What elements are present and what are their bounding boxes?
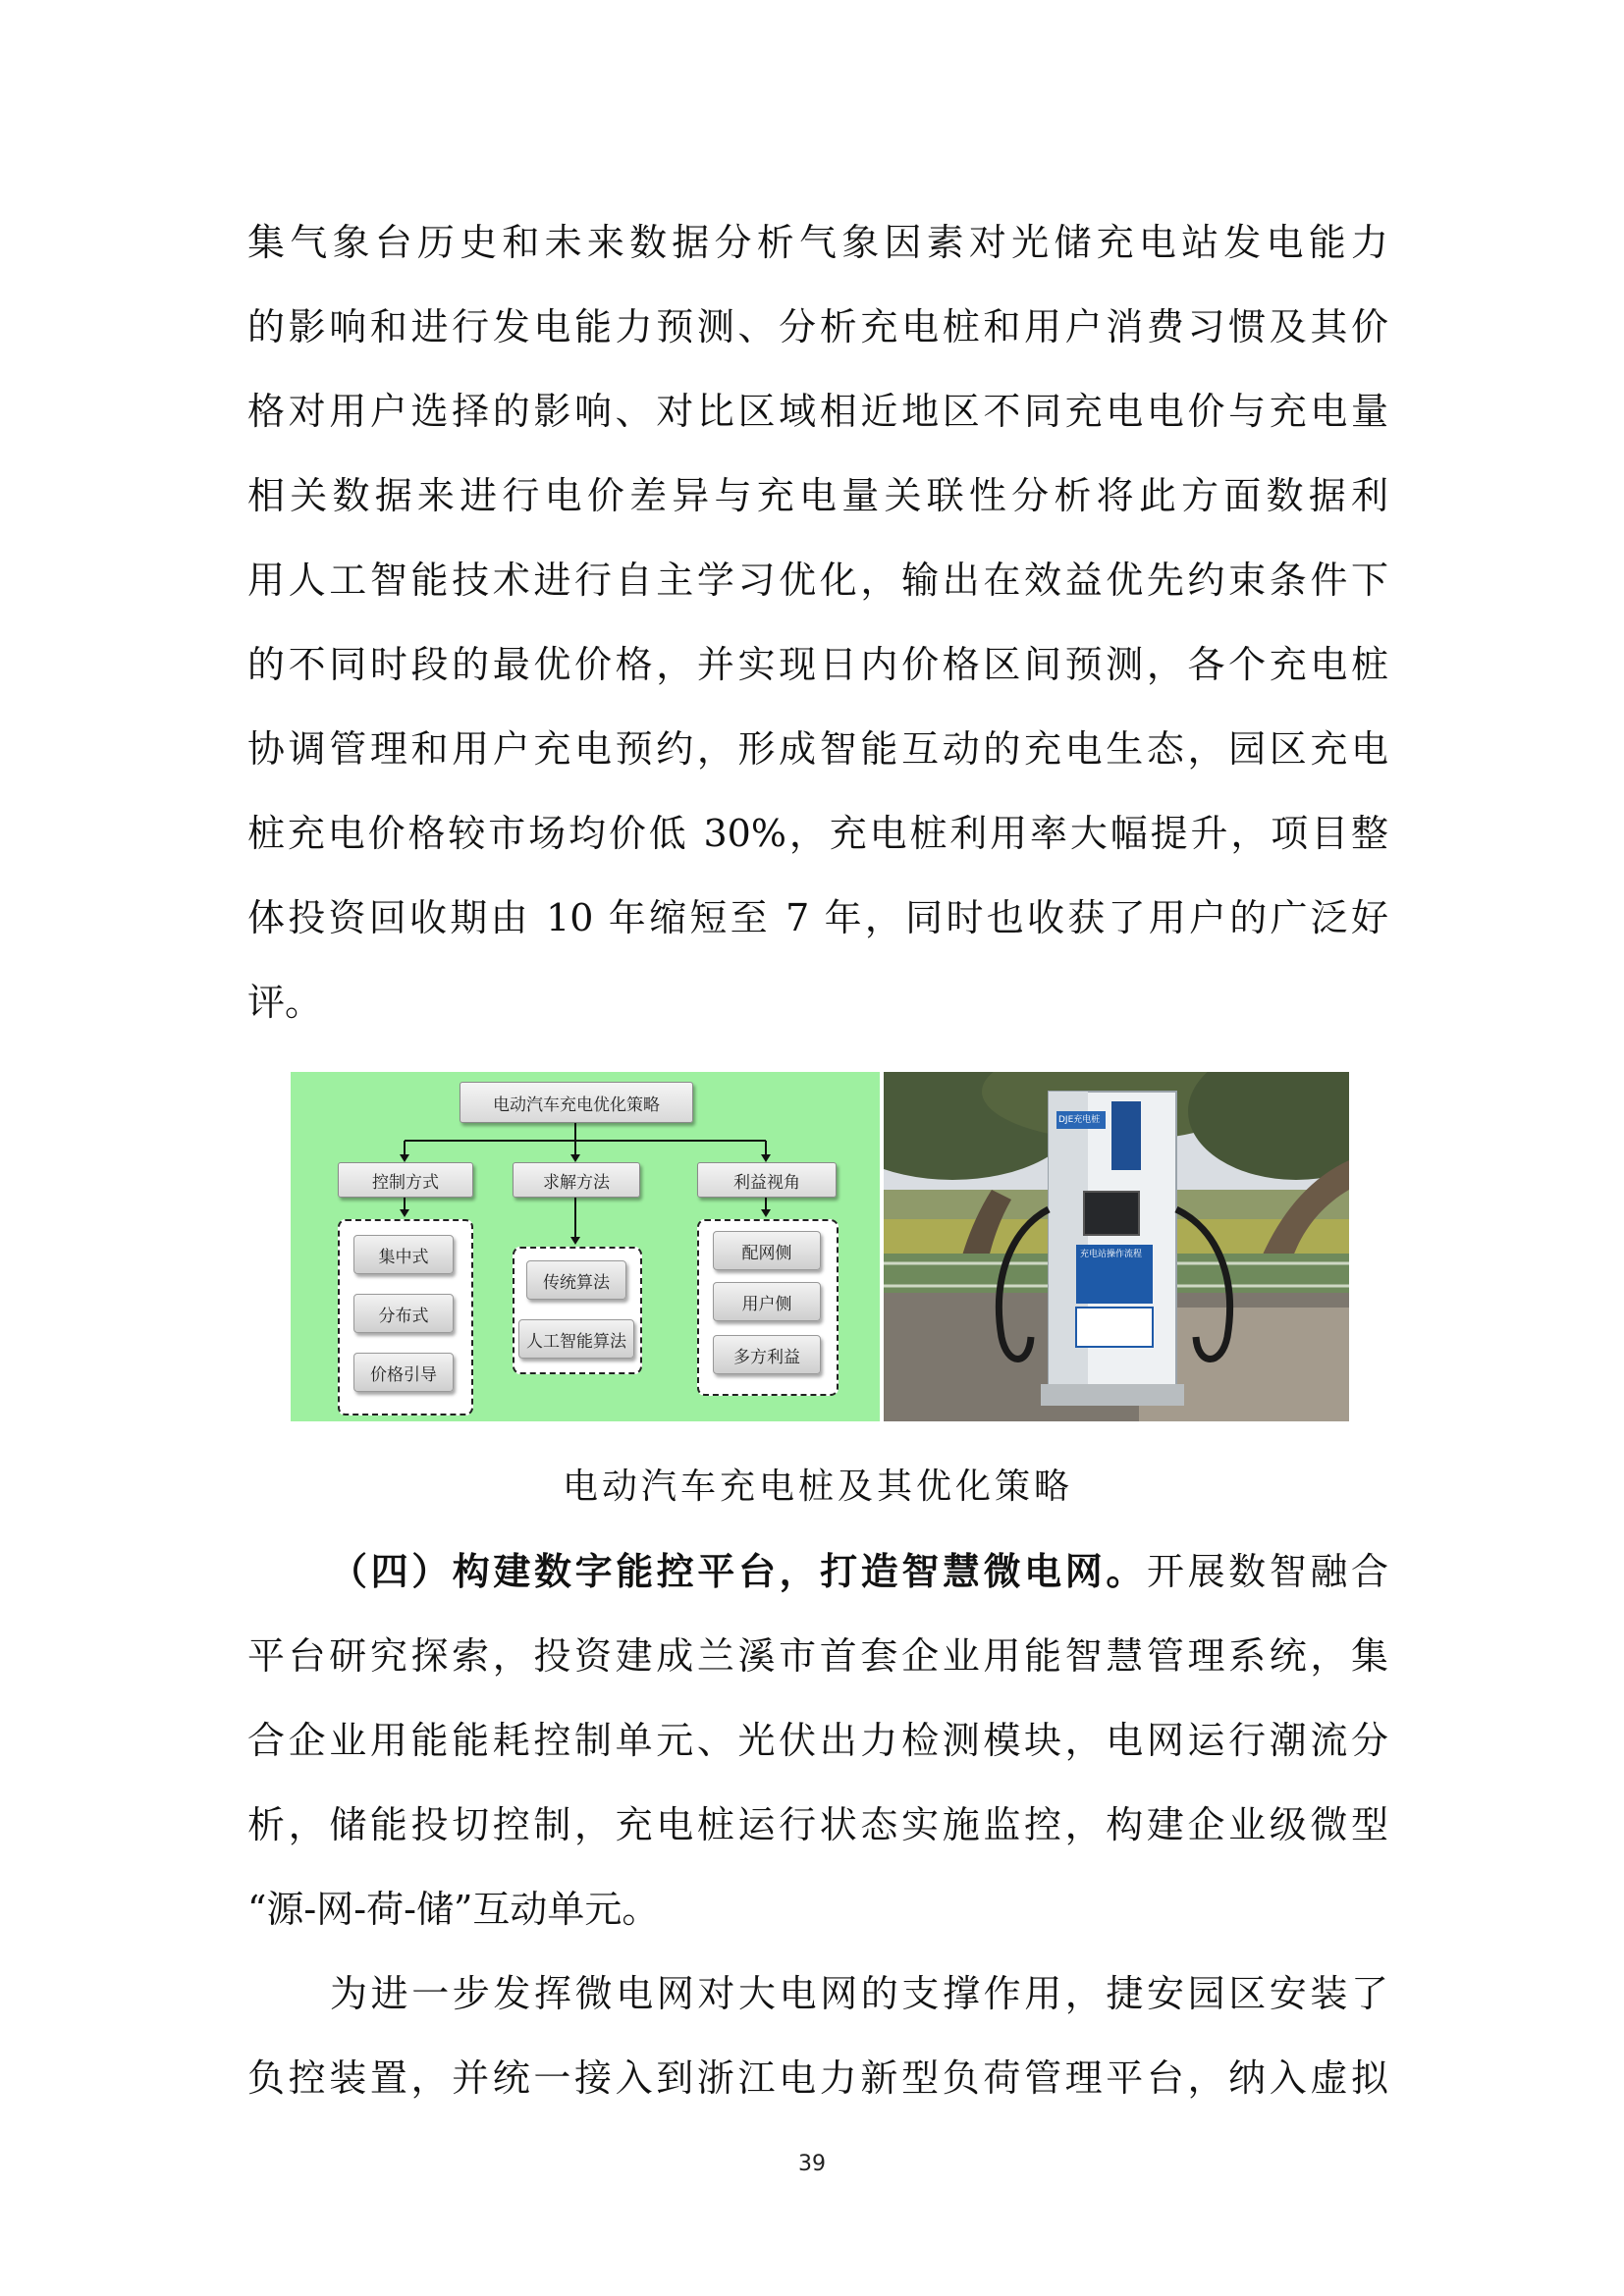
text-line: 的不同时段的最优价格，并实现日内价格区间预测，各个充电桩 — [247, 643, 1388, 686]
text-line: 体投资回收期由 10 年缩短至 7 年，同时也收获了用户的广泛好 — [247, 896, 1388, 939]
diagram-root: 电动汽车充电优化策略 — [460, 1082, 693, 1123]
text-line: 负控装置，并统一接入到浙江电力新型负荷管理平台，纳入虚拟 — [247, 2056, 1388, 2100]
page-number: 39 — [798, 2152, 826, 2176]
text-run: 开展数智融合 — [1146, 1550, 1388, 1593]
item-distribution-side: 配网侧 — [713, 1231, 821, 1270]
text-line: 集气象台历史和未来数据分析气象因素对光储充电站发电能力 — [247, 221, 1388, 264]
text-line: 平台研究探索，投资建成兰溪市首套企业用能智慧管理系统，集 — [247, 1634, 1388, 1678]
text-line: 为进一步发挥微电网对大电网的支撑作用，捷安园区安装了 — [330, 1972, 1388, 2015]
charging-station-photo — [884, 1072, 1349, 1421]
item-multi-party-benefit: 多方利益 — [713, 1335, 821, 1374]
item-distributed: 分布式 — [353, 1294, 454, 1333]
text-line: “源-网-荷-储”互动单元。 — [247, 1888, 660, 1931]
text-line: 析，储能投切控制，充电桩运行状态实施监控，构建企业级微型 — [247, 1803, 1388, 1846]
text-line: 评。 — [247, 981, 323, 1024]
text-line: 的影响和进行发电能力预测、分析充电桩和用户消费习惯及其价 — [247, 305, 1388, 348]
paragraph-1 — [247, 200, 1388, 1044]
strategy-diagram — [291, 1072, 880, 1421]
text-line: 相关数据来进行电价差异与充电量关联性分析将此方面数据利 — [247, 474, 1388, 517]
paragraph-2 — [247, 1529, 1388, 1951]
text-line: 协调管理和用户充电预约，形成智能互动的充电生态，园区充电 — [247, 727, 1388, 771]
text-line — [247, 1529, 1388, 1614]
item-user-side: 用户侧 — [713, 1282, 821, 1321]
section-heading: （四）构建数字能控平台，打造智慧微电网。 — [330, 1549, 1147, 1593]
text-line: 格对用户选择的影响、对比区域相近地区不同充电电价与充电量 — [247, 390, 1388, 433]
figure-caption: 电动汽车充电桩及其优化策略 — [562, 1467, 1073, 1507]
text-line: 用人工智能技术进行自主学习优化，输出在效益优先约束条件下 — [247, 559, 1388, 602]
charger-brand-label: DJE充电桩 — [1058, 1115, 1101, 1125]
branch-benefit-perspective: 利益视角 — [697, 1162, 837, 1198]
figure — [291, 1072, 1349, 1421]
item-price-guided: 价格引导 — [353, 1353, 454, 1392]
item-ai-algorithm: 人工智能算法 — [518, 1319, 634, 1359]
paragraph-3 — [247, 1951, 1388, 2120]
branch-solution-method: 求解方法 — [513, 1162, 640, 1198]
item-traditional-algorithm: 传统算法 — [526, 1260, 626, 1300]
branch-control-method: 控制方式 — [338, 1162, 473, 1198]
item-centralized: 集中式 — [353, 1235, 454, 1274]
charger-panel-label: 充电站操作流程 — [1080, 1250, 1143, 1259]
text-line: 桩充电价格较市场均价低 30%，充电桩利用率大幅提升，项目整 — [247, 812, 1388, 855]
text-line: 合企业用能能耗控制单元、光伏出力检测模块，电网运行潮流分 — [247, 1719, 1388, 1762]
